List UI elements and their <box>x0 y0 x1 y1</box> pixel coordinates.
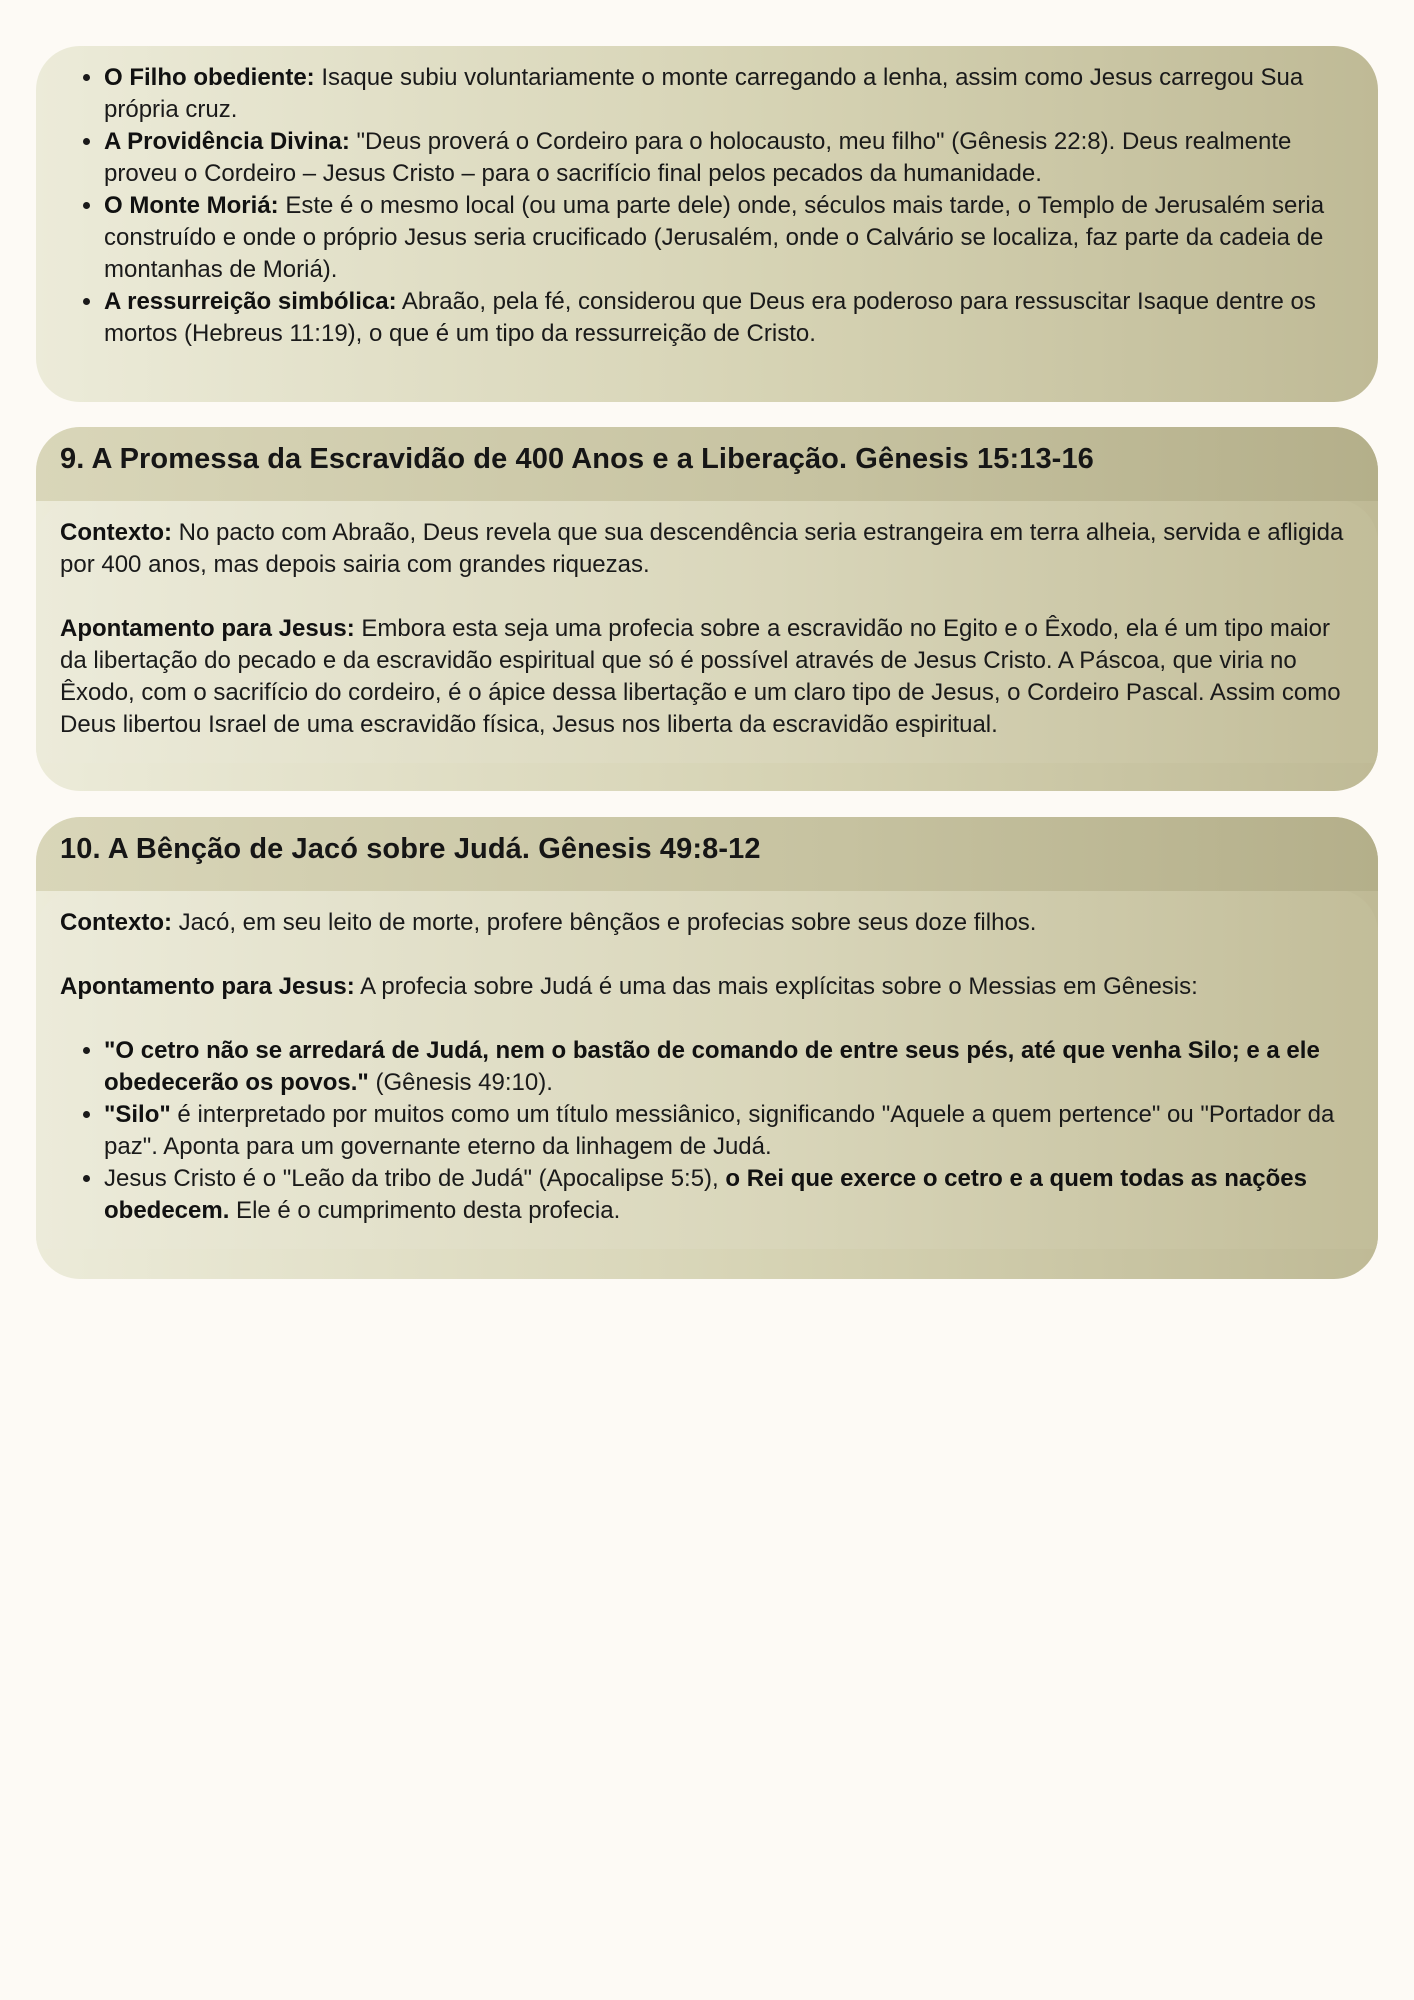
bullet-label: A Providência Divina: <box>104 128 350 155</box>
section-9-body <box>36 499 1378 763</box>
section-8-bullet-list <box>60 62 1354 350</box>
context-label: Contexto: <box>60 909 172 936</box>
bullet-label: O Monte Moriá: <box>104 192 279 219</box>
section-10-header <box>36 817 1378 891</box>
section-9-context <box>60 517 1354 581</box>
bullet-label: "O cetro não se arredará de Judá, nem o bastão de comando de entre seus pés, até que venha Silo; e a ele obedecerão os povos." <box>104 1037 1320 1096</box>
bullet-label: o Rei que exerce o cetro e a quem todas as nações obedecem. <box>104 1165 1307 1224</box>
list-item <box>104 62 1354 126</box>
context-text: No pacto com Abraão, Deus revela que sua descendência seria estrangeira em terra alheia, servida e afligida por 400 anos, mas depois sairia com grandes riquezas. <box>60 519 1344 578</box>
section-9-header <box>36 427 1378 501</box>
pointer-text: Embora esta seja uma profecia sobre a escravidão no Egito e o Êxodo, ela é um tipo maior da libertação do pecado e da escravidão espiritual que só é possível através de Jesus Cristo. A Páscoa, que viria no Êxodo, com o sacrifício do cordeiro, é o ápice dessa libertação e um claro tipo de Jesus, o Cordeiro Pascal. Assim como Deus libertou Israel de uma escravidão física, Jesus nos liberta da escravidão espiritual. <box>60 615 1341 738</box>
list-item <box>104 1035 1354 1099</box>
list-item <box>104 286 1354 350</box>
bullet-text: Jesus Cristo é o "Leão da tribo de Judá" (Apocalipse 5:5), <box>104 1165 726 1192</box>
pointer-text: A profecia sobre Judá é uma das mais explícitas sobre o Messias em Gênesis: <box>354 973 1198 1000</box>
section-10-card <box>36 817 1378 1279</box>
bullet-text: Abraão, pela fé, considerou que Deus era poderoso para ressuscitar Isaque dentre os mortos (Hebreus 11:19), o que é um tipo da ressurreição de Cristo. <box>104 288 1316 347</box>
section-10-pointer <box>60 971 1354 1003</box>
section-10-body <box>36 889 1378 1249</box>
section-10-context <box>60 907 1354 939</box>
context-text: Jacó, em seu leito de morte, profere bênçãos e profecias sobre seus doze filhos. <box>171 909 1037 936</box>
list-item <box>104 1099 1354 1163</box>
bullet-text: Isaque subiu voluntariamente o monte carregando a lenha, assim como Jesus carregou Sua própria cruz. <box>104 64 1304 123</box>
bullet-text: Este é o mesmo local (ou uma parte dele) onde, séculos mais tarde, o Templo de Jerusalém seria construído e onde o próprio Jesus seria crucificado (Jerusalém, onde o Calvário se localiza, faz parte da cadeia de montanhas de Moriá). <box>104 192 1325 283</box>
bullet-text: "Deus proverá o Cordeiro para o holocausto, meu filho" (Gênesis 22:8). Deus realmente proveu o Cordeiro – Jesus Cristo – para o sacrifício final pelos pecados da humanidade. <box>104 128 1292 187</box>
bullet-text: (Gênesis 49:10). <box>368 1069 553 1096</box>
bullet-label: "Silo" <box>104 1101 171 1128</box>
bullet-text: é interpretado por muitos como um título messiânico, significando "Aquele a quem pertence" ou "Portador da paz". Aponta para um governante eterno da linhagem de Judá. <box>104 1101 1335 1160</box>
section-9-title: 9. A Promessa da Escravidão de 400 Anos e a Liberação. Gênesis 15:13-16 <box>60 443 1094 475</box>
bullet-label: O Filho obediente: <box>104 64 315 91</box>
section-9-card <box>36 427 1378 791</box>
bullet-label: A ressurreição simbólica: <box>104 288 397 315</box>
section-10-title: 10. A Bênção de Jacó sobre Judá. Gênesis 49:8-12 <box>60 833 761 865</box>
list-item <box>104 190 1354 286</box>
section-10-bullet-list <box>60 1035 1354 1227</box>
context-label: Contexto: <box>60 519 172 546</box>
bullet-text: Ele é o cumprimento desta profecia. <box>229 1197 621 1224</box>
pointer-label: Apontamento para Jesus: <box>60 615 355 642</box>
section-9-pointer <box>60 613 1354 741</box>
pointer-label: Apontamento para Jesus: <box>60 973 355 1000</box>
section-8-continuation-card <box>36 46 1378 402</box>
list-item <box>104 1163 1354 1227</box>
list-item <box>104 126 1354 190</box>
